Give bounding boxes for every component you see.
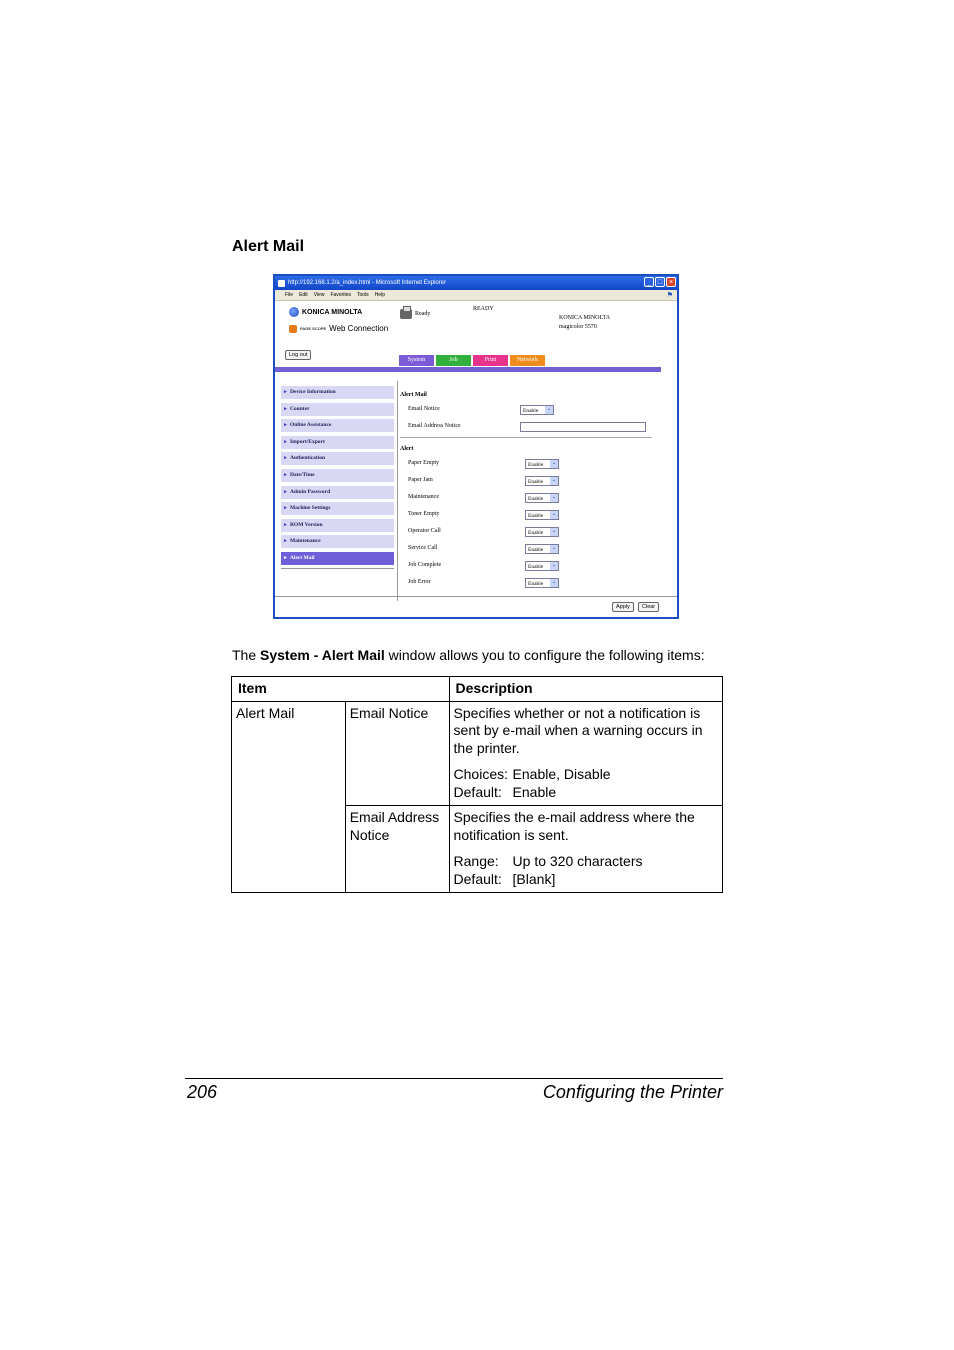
intro-text-pre: The xyxy=(232,647,261,663)
sidebar-item-maintenance[interactable] xyxy=(281,535,394,548)
header-divider xyxy=(275,367,661,372)
range-line xyxy=(454,853,718,871)
select-value: Enable xyxy=(528,530,544,536)
pagescope-logo xyxy=(289,324,388,333)
sidebar-item-device-information[interactable] xyxy=(281,386,394,399)
chevron-down-icon: ⌄ xyxy=(551,495,557,500)
tab-job[interactable]: Job xyxy=(436,355,471,366)
sidebar-item-label: ROM Version xyxy=(289,521,323,528)
alert-select-paper-empty[interactable] xyxy=(525,459,559,469)
description-text: Specifies whether or not a notification is sent by e-mail when a warning occurs in the printer. xyxy=(453,704,703,756)
arrow-right-icon: ► xyxy=(283,439,288,445)
select-value: Enable xyxy=(523,408,539,414)
item-cell: Email Notice xyxy=(345,701,449,806)
sidebar-item-label: Maintenance xyxy=(289,538,321,545)
sidebar-item-online-assistance[interactable] xyxy=(281,419,394,432)
window-title: http://192.168.1.2/a_index.html - Microsoft Internet Explorer xyxy=(288,280,447,286)
menu-file[interactable]: File xyxy=(285,292,294,298)
default-value: Enable xyxy=(512,783,557,800)
choices-key: Choices: xyxy=(453,766,508,782)
chapter-title: Configuring the Printer xyxy=(542,1082,723,1102)
group-cell: Alert Mail xyxy=(232,701,346,893)
footer-rule xyxy=(185,1078,723,1079)
alert-heading: Alert xyxy=(400,446,414,452)
menu-help[interactable]: Help xyxy=(374,292,385,298)
sidebar-item-alert-mail[interactable] xyxy=(281,552,394,565)
email-address-input[interactable] xyxy=(520,422,646,432)
web-connection-header xyxy=(275,301,677,381)
table-row xyxy=(232,701,723,806)
items-table xyxy=(231,676,723,893)
title-bar xyxy=(275,276,677,290)
sidebar-item-machine-settings[interactable] xyxy=(281,502,394,515)
menu-tools[interactable]: Tools xyxy=(357,292,369,298)
globe-icon xyxy=(289,307,299,317)
sidebar-item-label: Alert Mail xyxy=(289,554,315,561)
alert-label-maintenance: Maintenance xyxy=(408,494,439,500)
intro-text-bold: System - Alert Mail xyxy=(260,647,385,663)
description-cell xyxy=(449,806,722,893)
chevron-down-icon: ⌄ xyxy=(551,529,557,534)
default-line xyxy=(454,784,718,802)
alert-select-service-call[interactable] xyxy=(525,544,559,554)
table-header-row xyxy=(232,677,723,702)
windows-flag-icon: ⚑ xyxy=(666,292,673,299)
printer-status xyxy=(400,309,430,319)
model-name: magicolor 5570 xyxy=(559,324,597,330)
sidebar-divider xyxy=(281,568,394,569)
main-tabs xyxy=(399,355,545,366)
sidebar-item-label: Authentication xyxy=(289,455,326,462)
arrow-right-icon: ► xyxy=(283,522,288,528)
arrow-right-icon: ► xyxy=(283,555,288,561)
pagescope-mark: PAGE SCOPE xyxy=(300,325,327,331)
alert-select-maintenance[interactable] xyxy=(525,493,559,503)
select-value: Enable xyxy=(528,479,544,485)
choices-line xyxy=(454,766,718,784)
status-text: READY xyxy=(473,306,494,312)
intro-text-post: window allows you to configure the following items: xyxy=(384,647,705,663)
description-text: Specifies the e-mail address where the notification is sent. xyxy=(453,809,695,843)
close-button[interactable]: × xyxy=(666,277,676,287)
chevron-down-icon: ⌄ xyxy=(551,580,557,585)
sidebar-item-import-export[interactable] xyxy=(281,436,394,449)
email-notice-select[interactable] xyxy=(520,405,554,415)
apply-button[interactable]: Apply xyxy=(612,602,634,612)
default-line xyxy=(454,871,718,889)
arrow-right-icon: ► xyxy=(283,423,288,429)
sidebar-item-counter[interactable] xyxy=(281,403,394,416)
arrow-right-icon: ► xyxy=(283,489,288,495)
minimize-button[interactable]: _ xyxy=(644,277,654,287)
alert-label-paper-jam: Paper Jam xyxy=(408,477,433,483)
select-value: Enable xyxy=(528,513,544,519)
alert-select-operator-call[interactable] xyxy=(525,527,559,537)
model-vendor: KONICA MINOLTA xyxy=(559,315,611,321)
chevron-down-icon: ⌄ xyxy=(551,512,557,517)
sidebar-item-label: Import/Export xyxy=(289,438,325,445)
sidebar-item-label: Date/Time xyxy=(289,471,315,478)
alert-label-toner-empty: Toner Empty xyxy=(408,511,440,517)
vertical-divider xyxy=(397,381,398,601)
alert-select-paper-jam[interactable] xyxy=(525,476,559,486)
arrow-right-icon: ► xyxy=(283,472,288,478)
page-number: 206 xyxy=(187,1082,218,1102)
footer-divider xyxy=(275,596,677,597)
default-key: Default: xyxy=(453,870,502,887)
alert-label-operator-call: Operator Call xyxy=(408,528,441,534)
section-title: Alert Mail xyxy=(232,238,305,255)
select-value: Enable xyxy=(528,581,544,587)
select-value: Enable xyxy=(528,564,544,570)
chevron-down-icon: ⌄ xyxy=(551,563,557,568)
header-item: Item xyxy=(232,677,450,702)
sidebar-item-label: Online Assistance xyxy=(289,422,332,429)
intro-paragraph xyxy=(232,647,705,663)
range-key: Range: xyxy=(453,853,499,869)
arrow-right-icon: ► xyxy=(283,506,288,512)
email-address-notice-label: Email Address Notice xyxy=(408,423,461,429)
default-value: [Blank] xyxy=(512,870,556,887)
select-value: Enable xyxy=(528,547,544,553)
sidebar-item-label: Counter xyxy=(289,405,310,412)
description-cell xyxy=(449,701,722,806)
chevron-down-icon: ⌄ xyxy=(546,407,552,412)
arrow-right-icon: ► xyxy=(283,406,288,412)
product-name: Web Connection xyxy=(329,324,389,333)
alert-label-job-error: Job Error xyxy=(408,579,431,585)
konica-minolta-logo xyxy=(289,307,362,317)
sidebar xyxy=(281,386,394,569)
pagescope-icon xyxy=(289,325,297,333)
menu-edit[interactable]: Edit xyxy=(299,292,308,298)
sidebar-item-rom-version[interactable] xyxy=(281,519,394,532)
alert-label-paper-empty: Paper Empty xyxy=(408,460,440,466)
printer-icon xyxy=(400,309,412,319)
menu-bar xyxy=(275,290,677,301)
alert-mail-heading: Alert Mail xyxy=(400,392,427,398)
sidebar-item-authentication[interactable] xyxy=(281,452,394,465)
tab-print[interactable]: Print xyxy=(473,355,508,366)
email-notice-label: Email Notice xyxy=(408,406,440,412)
web-connection-body xyxy=(275,381,677,606)
sidebar-item-date-time[interactable] xyxy=(281,469,394,482)
form-divider xyxy=(400,437,652,438)
status-icon-label: Ready xyxy=(415,311,431,317)
alert-select-toner-empty[interactable] xyxy=(525,510,559,520)
logout-button[interactable]: Log out xyxy=(285,350,311,360)
sidebar-item-label: Admin Password xyxy=(289,488,331,495)
ie-page-icon xyxy=(278,280,285,287)
choices-value: Enable, Disable xyxy=(512,766,611,782)
tab-network[interactable]: Network xyxy=(510,355,545,366)
item-cell: Email Address Notice xyxy=(345,806,449,893)
select-value: Enable xyxy=(528,496,544,502)
alert-label-service-call: Service Call xyxy=(408,545,438,551)
sidebar-item-label: Device Information xyxy=(289,389,336,395)
arrow-right-icon: ► xyxy=(283,539,288,545)
menu-favorites[interactable]: Favorites xyxy=(330,292,351,298)
tab-system[interactable]: System xyxy=(399,355,434,366)
menu-view[interactable]: View xyxy=(313,292,325,298)
header-description: Description xyxy=(449,677,722,702)
chevron-down-icon: ⌄ xyxy=(551,478,557,483)
model-info xyxy=(559,314,610,332)
sidebar-item-label: Machine Settings xyxy=(289,505,331,512)
clear-button[interactable]: Clear xyxy=(638,602,659,612)
range-value: Up to 320 characters xyxy=(512,853,643,869)
alert-select-job-error[interactable] xyxy=(525,578,559,588)
arrow-right-icon: ► xyxy=(283,390,288,395)
maximize-button[interactable]: □ xyxy=(655,277,665,287)
select-value: Enable xyxy=(528,462,544,468)
chevron-down-icon: ⌄ xyxy=(551,546,557,551)
sidebar-item-admin-password[interactable] xyxy=(281,486,394,499)
alert-select-job-complete[interactable] xyxy=(525,561,559,571)
arrow-right-icon: ► xyxy=(283,456,288,462)
default-key: Default: xyxy=(453,783,502,800)
brand-text: KONICA MINOLTA xyxy=(302,308,363,316)
chevron-down-icon: ⌄ xyxy=(551,461,557,466)
alert-label-job-complete: Job Complete xyxy=(408,562,442,568)
browser-window xyxy=(273,274,679,619)
